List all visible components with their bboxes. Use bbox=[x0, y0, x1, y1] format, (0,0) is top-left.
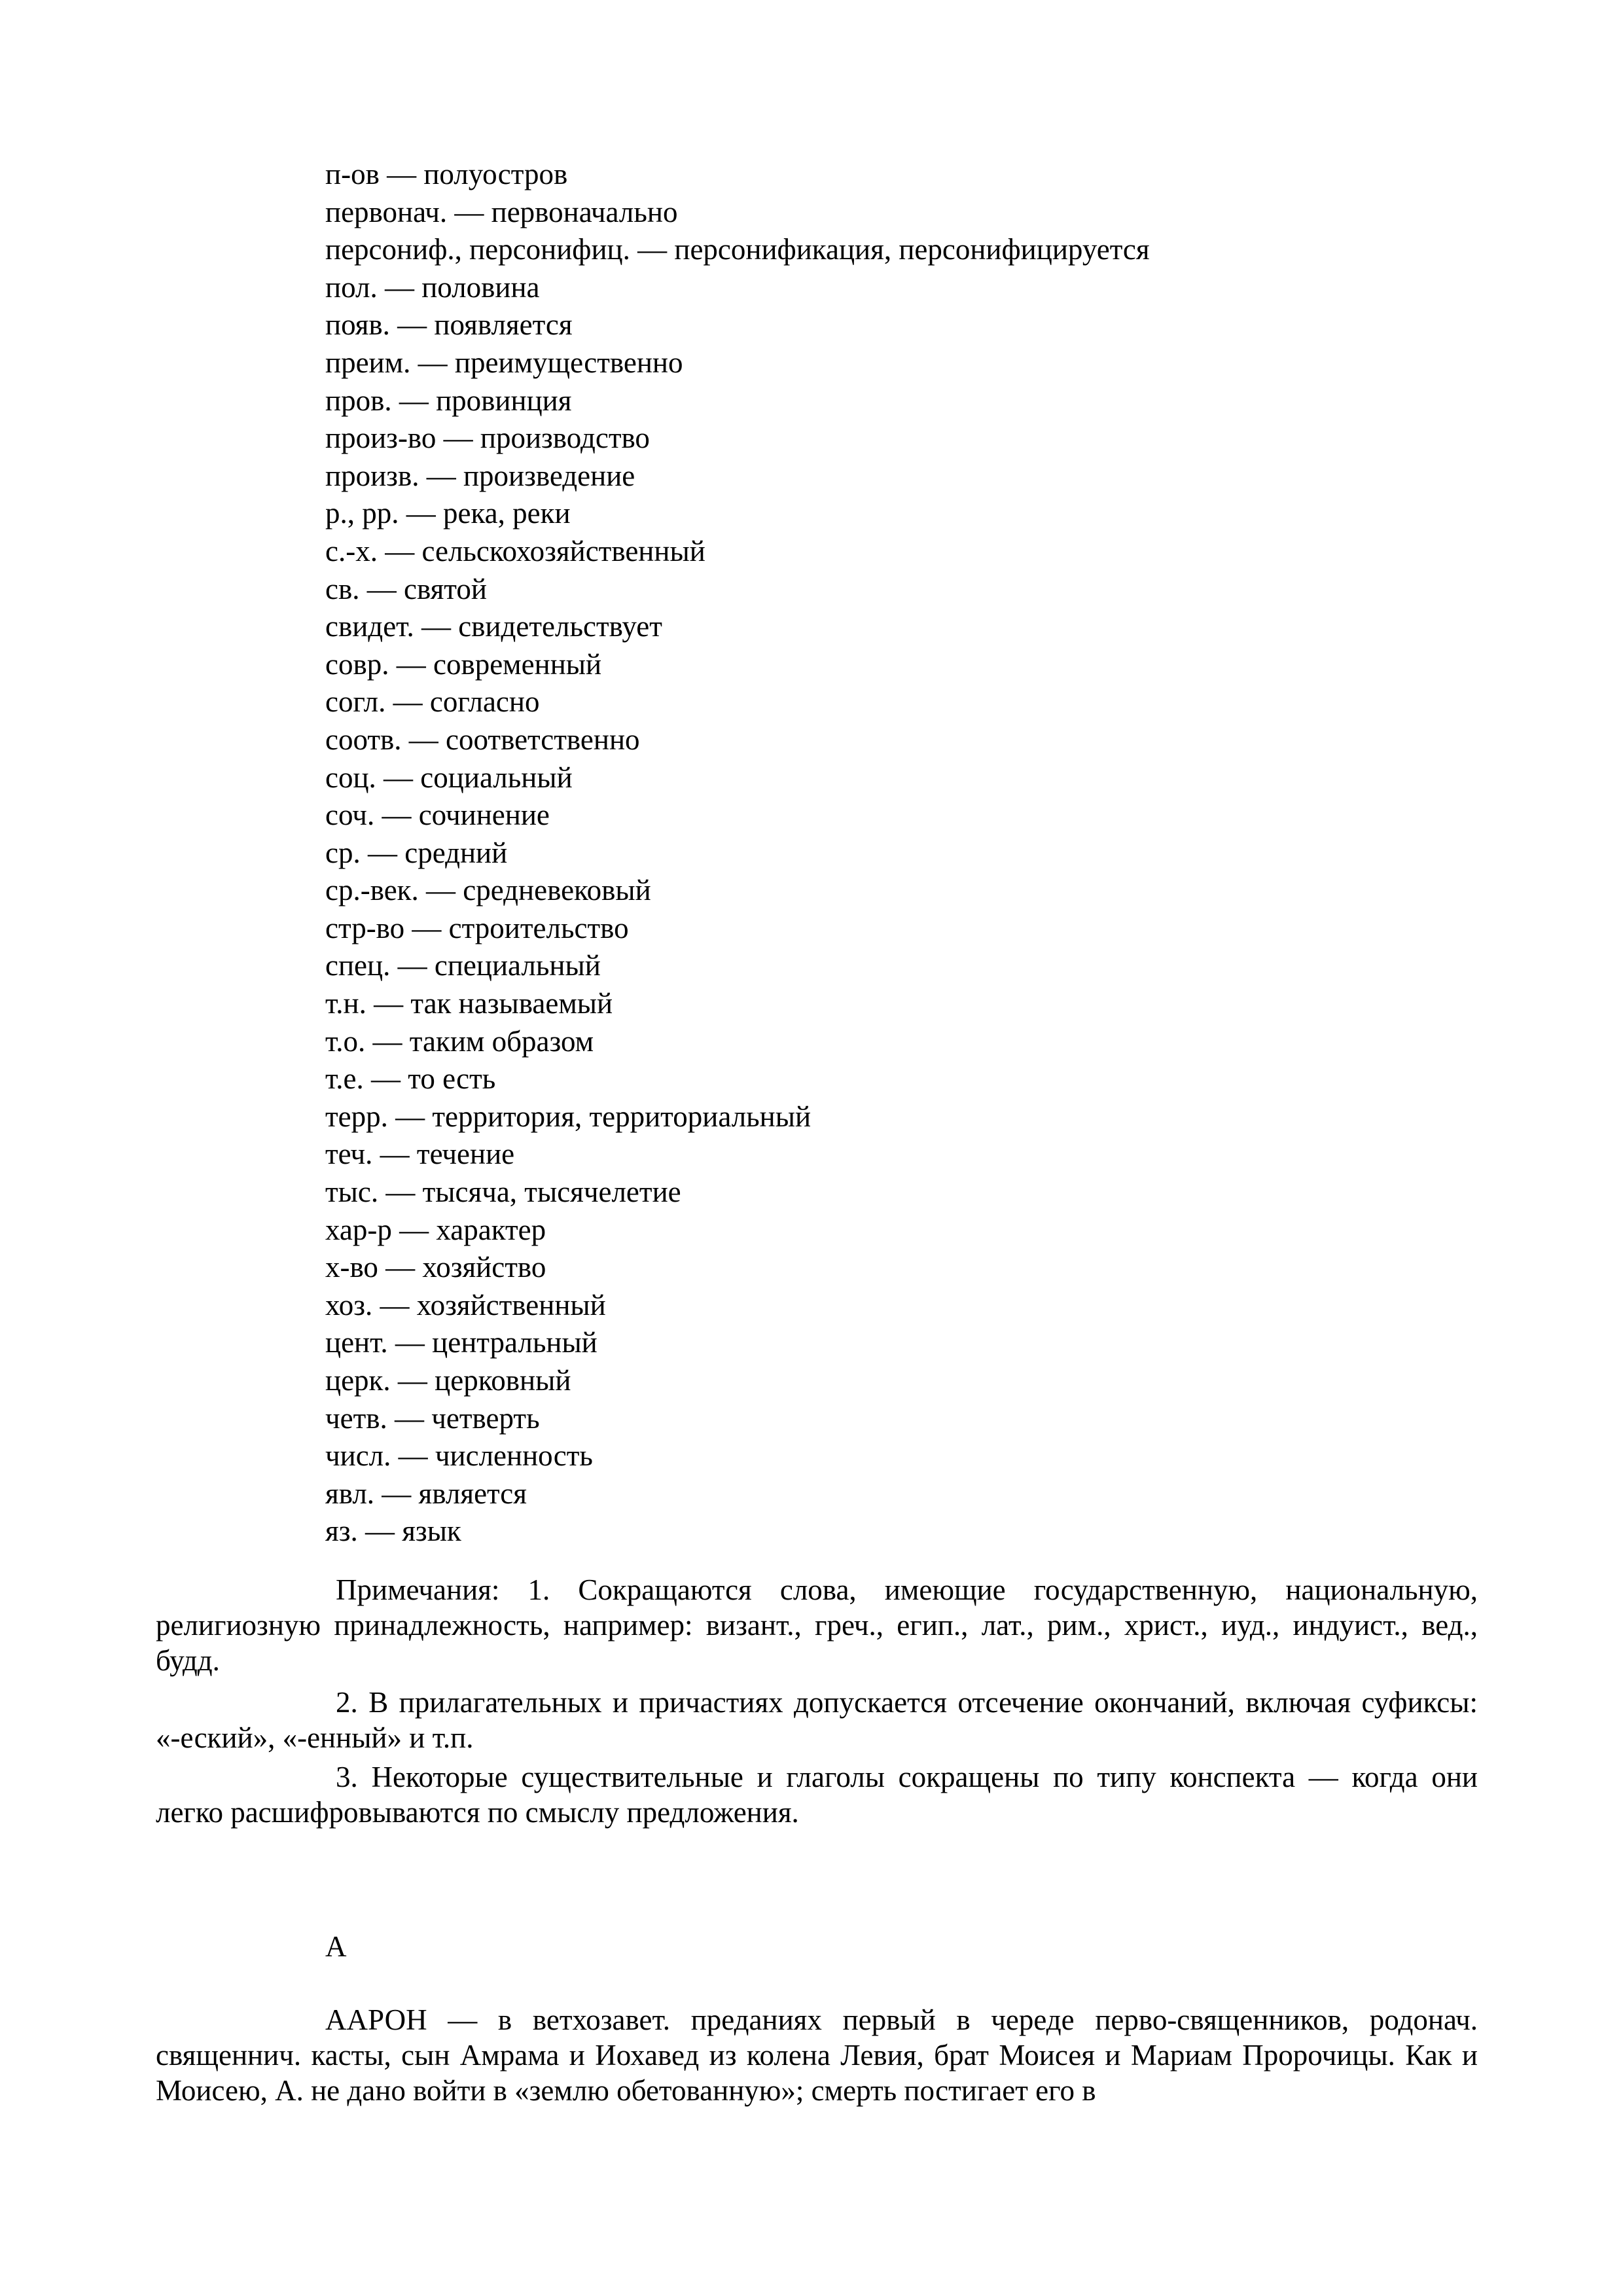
abbreviation-item: числ. — численность bbox=[325, 1439, 593, 1473]
abbreviation-item: свидет. — свидетельствует bbox=[325, 610, 662, 643]
abbreviation-item: х-во — хозяйство bbox=[325, 1251, 546, 1284]
abbreviation-item: произ-во — производство bbox=[325, 422, 650, 455]
abbreviation-item: ср.-век. — средневековый bbox=[325, 874, 651, 907]
abbreviation-item: соц. — социальный bbox=[325, 761, 573, 794]
abbreviation-item: т.о. — таким образом bbox=[325, 1024, 594, 1058]
note-paragraph-1: Примечания: 1. Сокращаются слова, имеющие государственную, национальную, религиозную принадлежность, например: визант., греч., егип., лат., рим., христ., иуд., индуист., вед., будд. bbox=[156, 1573, 1478, 1677]
abbreviation-item: терр. — территория, территориальный bbox=[325, 1100, 812, 1133]
abbreviation-item: стр-во — строительство bbox=[325, 911, 629, 944]
abbreviation-item: явл. — является bbox=[325, 1477, 527, 1510]
abbreviation-item: соотв. — соответственно bbox=[325, 723, 640, 756]
abbreviation-item: тыс. — тысяча, тысячелетие bbox=[325, 1175, 681, 1209]
abbreviation-item: п-ов — полуостров bbox=[325, 158, 568, 190]
abbreviation-item: хоз. — хозяйственный bbox=[325, 1288, 606, 1321]
abbreviation-list bbox=[325, 156, 1569, 1551]
abbreviation-item: теч. — течение bbox=[325, 1138, 515, 1171]
abbreviation-item: т.н. — так называемый bbox=[325, 987, 613, 1020]
note-paragraph-2: 2. В прилагательных и причастиях допускается отсечение окончаний, включая суфиксы: «-еский», «-енный» и т.п. bbox=[156, 1686, 1478, 1754]
abbreviation-item: совр. — современный bbox=[325, 647, 602, 681]
abbreviation-item: согл. — согласно bbox=[325, 685, 540, 719]
abbreviation-item: церк. — церковный bbox=[325, 1364, 571, 1397]
abbreviation-item: соч. — сочинение bbox=[325, 798, 550, 832]
abbreviation-item: пол. — половина bbox=[325, 270, 540, 304]
abbreviation-item: спец. — специальный bbox=[325, 949, 601, 982]
abbreviation-item: т.е. — то есть bbox=[325, 1062, 496, 1096]
abbreviation-item: цент. — центральный bbox=[325, 1326, 597, 1359]
dictionary-entry-aaron: ААРОН — в ветхозавет. преданиях первый в череде перво-священников, родонач. священнич. касты, сын Амрама и Иохавед из колена Левия, брат Моисея и Мариам Пророчицы. Как и Моисею, А. не дано войти в «землю обетованную»; смерть постигает его в bbox=[156, 2003, 1478, 2107]
abbreviation-item: первонач. — первоначально bbox=[325, 195, 678, 228]
abbreviation-item: р., рр. — река, реки bbox=[325, 497, 571, 530]
abbreviation-item: с.-х. — сельскохозяйственный bbox=[325, 534, 705, 567]
abbreviation-item: четв. — четверть bbox=[325, 1401, 540, 1435]
abbreviation-item: св. — святой bbox=[325, 572, 487, 605]
abbreviation-item: хар-р — характер bbox=[325, 1213, 546, 1246]
abbreviation-item: появ. — появляется bbox=[325, 308, 573, 342]
note-paragraph-3: 3. Некоторые существительные и глаголы сокращены по типу конспекта — когда они легко расшифровываются по смыслу предложения. bbox=[156, 1761, 1478, 1829]
abbreviation-item: ср. — средний bbox=[325, 836, 508, 869]
abbreviation-item: произв. — произведение bbox=[325, 459, 635, 492]
abbreviation-item: персониф., персонифиц. — персонификация, персонифицируется bbox=[325, 233, 1150, 266]
abbreviation-item: преим. — преимущественно bbox=[325, 346, 683, 379]
abbreviation-item: яз. — язык bbox=[325, 1515, 461, 1548]
abbreviation-item: пров. — провинция bbox=[325, 384, 572, 417]
section-heading-letter: А bbox=[325, 1930, 347, 1963]
